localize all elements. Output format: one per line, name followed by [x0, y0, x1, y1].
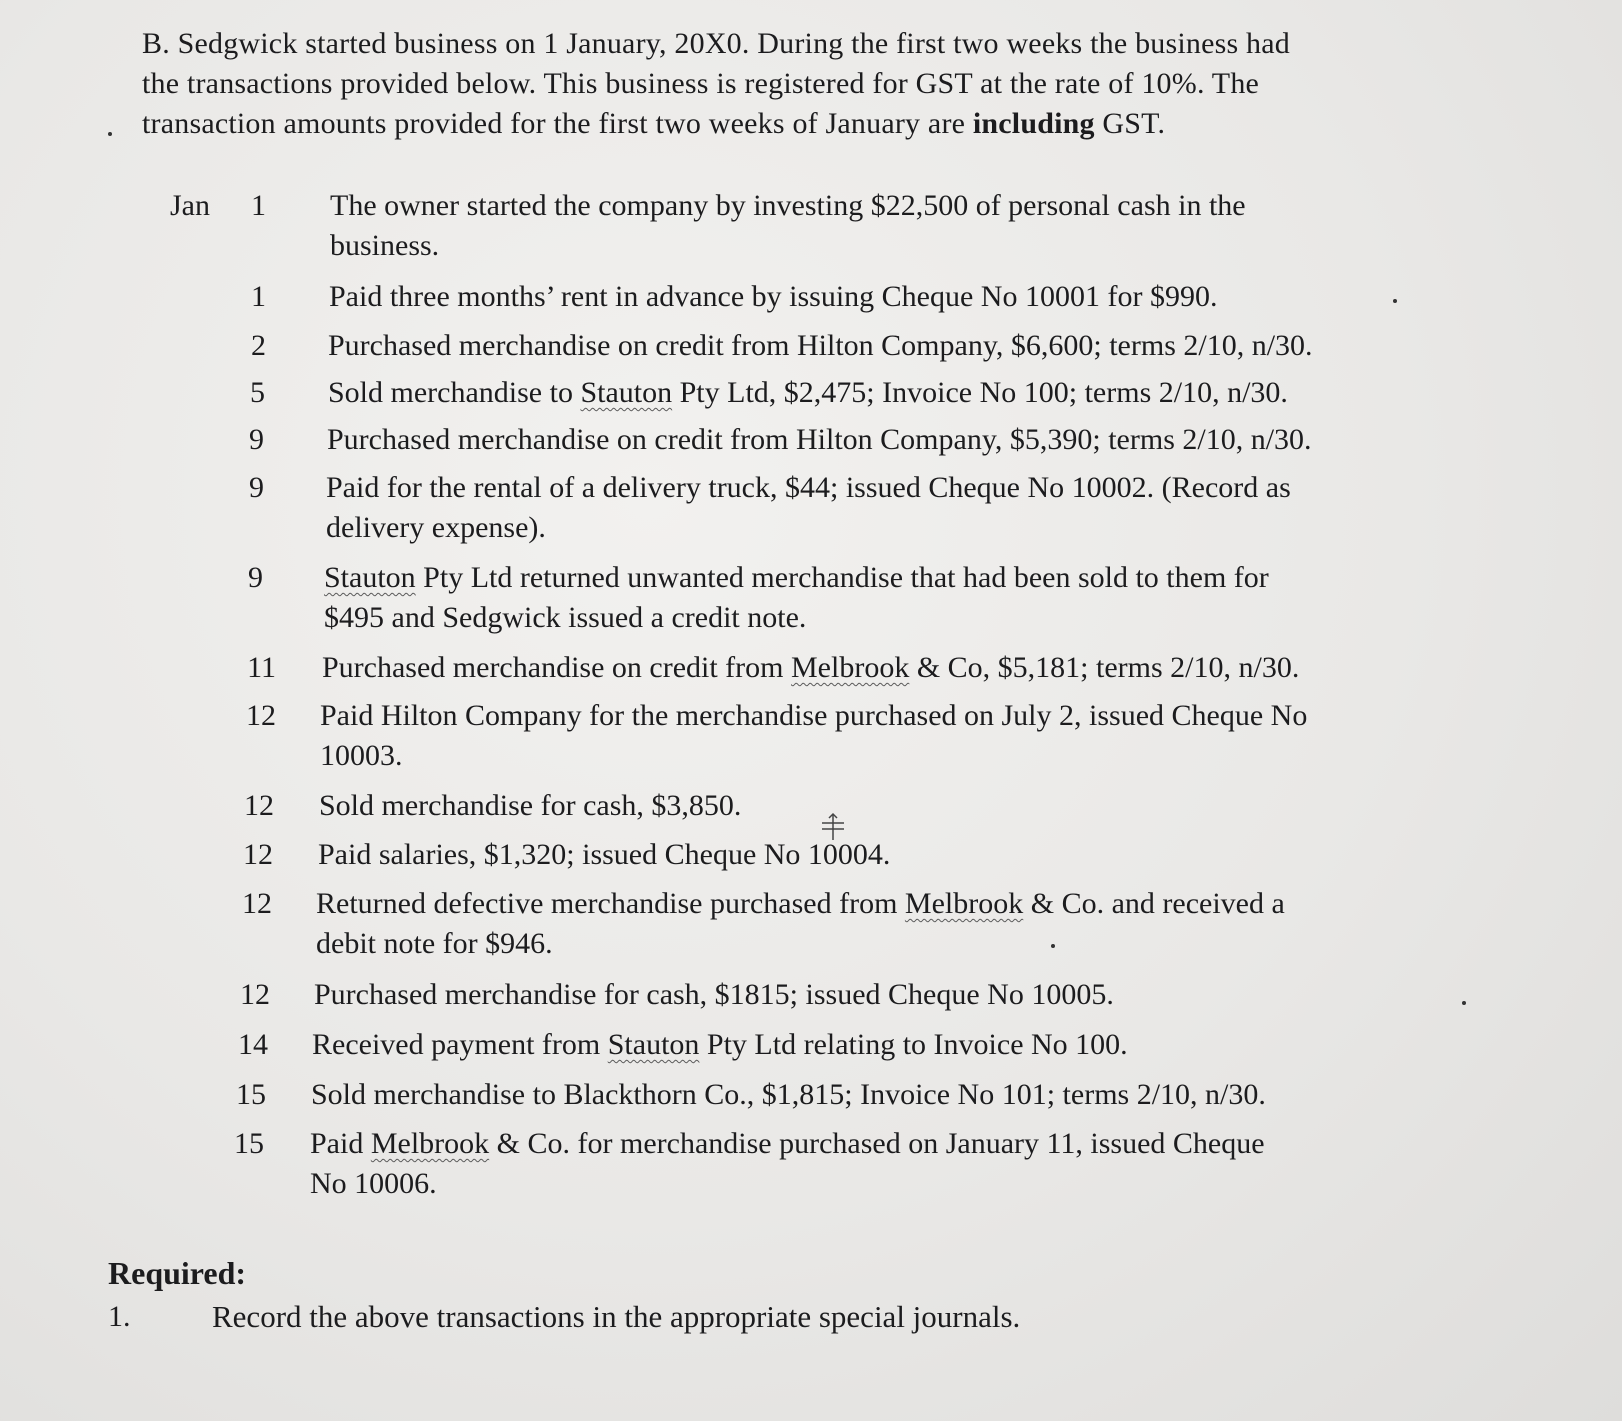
- spellcheck-word: Melbrook: [791, 651, 910, 684]
- transaction-day: 15: [236, 1078, 266, 1111]
- description-line: Purchased merchandise on credit from Hilton Company, $5,390; terms 2/10, n/30.: [327, 423, 1312, 456]
- description-text: Paid: [310, 1127, 371, 1160]
- description-line: 10003.: [320, 739, 403, 772]
- speck-mark: [1393, 299, 1397, 303]
- transaction-description: [312, 1025, 1452, 1065]
- intro-line-3-start: transaction amounts provided for the first two weeks of January are: [142, 107, 973, 140]
- transaction-day: 12: [240, 978, 270, 1011]
- transaction-day: 9: [249, 471, 264, 504]
- text-cursor-icon: [818, 812, 848, 842]
- description-text: Pty Ltd returned unwanted merchandise that had been sold to them for: [415, 561, 1269, 594]
- intro-line-3-end: GST.: [1094, 107, 1166, 140]
- spellcheck-word: Stauton: [607, 1028, 700, 1061]
- description-line: Purchased merchandise on credit from Hilton Company, $6,600; terms 2/10, n/30.: [328, 329, 1313, 362]
- description-line: Purchased merchandise for cash, $1815; issued Cheque No 10005.: [314, 978, 1114, 1011]
- transaction-day: 12: [244, 789, 274, 822]
- description-line: business.: [330, 229, 440, 262]
- transaction-description: [326, 468, 1466, 548]
- transaction-description: [328, 373, 1468, 413]
- transaction-day: 15: [234, 1127, 264, 1160]
- description-line: [312, 1025, 1452, 1065]
- transaction-description: [314, 975, 1454, 1015]
- transaction-day: 1: [251, 280, 266, 313]
- intro-line-1: B. Sedgwick started business on 1 January, 20X0. During the first two weeks the business had: [142, 27, 1290, 60]
- required-item-text: Record the above transactions in the appropriate special journals.: [212, 1299, 1021, 1334]
- description-text: Sold merchandise to: [328, 376, 581, 409]
- transaction-description: [322, 648, 1462, 688]
- description-line: Paid Hilton Company for the merchandise purchased on July 2, issued Cheque No: [320, 699, 1308, 732]
- description-line: The owner started the company by investing $22,500 of personal cash in the: [330, 189, 1246, 222]
- transaction-description: [319, 786, 1459, 826]
- description-text: Received payment from: [312, 1028, 608, 1061]
- transaction-day: 1: [251, 189, 266, 222]
- description-text: Pty Ltd, $2,475; Invoice No 100; terms 2/10, n/30.: [672, 376, 1288, 409]
- intro-paragraph: [142, 24, 1442, 144]
- required-item-number: 1.: [108, 1300, 131, 1333]
- spellcheck-word: Melbrook: [370, 1127, 490, 1160]
- transaction-description: [329, 277, 1469, 317]
- speck-mark: [1462, 1001, 1466, 1005]
- transaction-description: [327, 420, 1467, 460]
- transaction-description: [318, 835, 1458, 875]
- description-line: Paid salaries, $1,320; issued Cheque No 10004.: [318, 838, 891, 871]
- intro-line-2: the transactions provided below. This business is registered for GST at the rate of 10%. The: [142, 67, 1260, 100]
- description-line: Sold merchandise to Blackthorn Co., $1,815; Invoice No 101; terms 2/10, n/30.: [311, 1078, 1266, 1111]
- intro-bold-word: including: [972, 107, 1095, 140]
- transaction-day: 5: [250, 376, 265, 409]
- transaction-description: [330, 186, 1470, 266]
- description-line: No 10006.: [310, 1167, 437, 1200]
- transaction-day: 11: [247, 651, 276, 684]
- transaction-day: 14: [238, 1028, 268, 1061]
- description-line: [310, 1124, 1450, 1164]
- month-label: Jan: [170, 189, 210, 222]
- transaction-day: 2: [251, 329, 266, 362]
- description-text: Purchased merchandise on credit from: [322, 651, 791, 684]
- transaction-description: [320, 696, 1460, 776]
- description-line: debit note for $946.: [316, 927, 553, 960]
- description-line: delivery expense).: [326, 511, 546, 544]
- intro-line-3: [142, 104, 1442, 144]
- speck-mark: [1051, 944, 1055, 948]
- description-text: Returned defective merchandise purchased from: [316, 887, 905, 920]
- transaction-day: 12: [243, 838, 273, 871]
- description-text: & Co. for merchandise purchased on January 11, issued Cheque: [489, 1127, 1265, 1160]
- description-line: Paid for the rental of a delivery truck, $44; issued Cheque No 10002. (Record as: [326, 471, 1291, 504]
- transaction-day: 9: [249, 423, 264, 456]
- description-text: Pty Ltd relating to Invoice No 100.: [699, 1028, 1128, 1061]
- description-line: [322, 648, 1462, 688]
- spellcheck-word: Stauton: [324, 561, 416, 594]
- transaction-description: [311, 1075, 1451, 1115]
- transaction-description: [316, 884, 1456, 964]
- spellcheck-word: Stauton: [580, 376, 673, 409]
- description-line: Paid three months’ rent in advance by issuing Cheque No 10001 for $990.: [329, 280, 1218, 313]
- description-line: [324, 558, 1464, 598]
- transaction-description: [310, 1124, 1450, 1204]
- description-line: $495 and Sedgwick issued a credit note.: [324, 601, 807, 634]
- transaction-day: 9: [248, 561, 263, 594]
- description-text: & Co, $5,181; terms 2/10, n/30.: [909, 651, 1300, 684]
- transaction-description: [324, 558, 1464, 638]
- description-line: Sold merchandise for cash, $3,850.: [319, 789, 742, 822]
- description-line: [316, 884, 1456, 924]
- transaction-day: 12: [246, 699, 276, 732]
- speck-mark: [108, 132, 112, 136]
- description-text: & Co. and received a: [1023, 887, 1285, 920]
- required-heading: Required:: [108, 1255, 247, 1291]
- description-line: [328, 373, 1468, 413]
- spellcheck-word: Melbrook: [904, 887, 1024, 920]
- transaction-description: [328, 326, 1468, 366]
- transaction-day: 12: [242, 887, 272, 920]
